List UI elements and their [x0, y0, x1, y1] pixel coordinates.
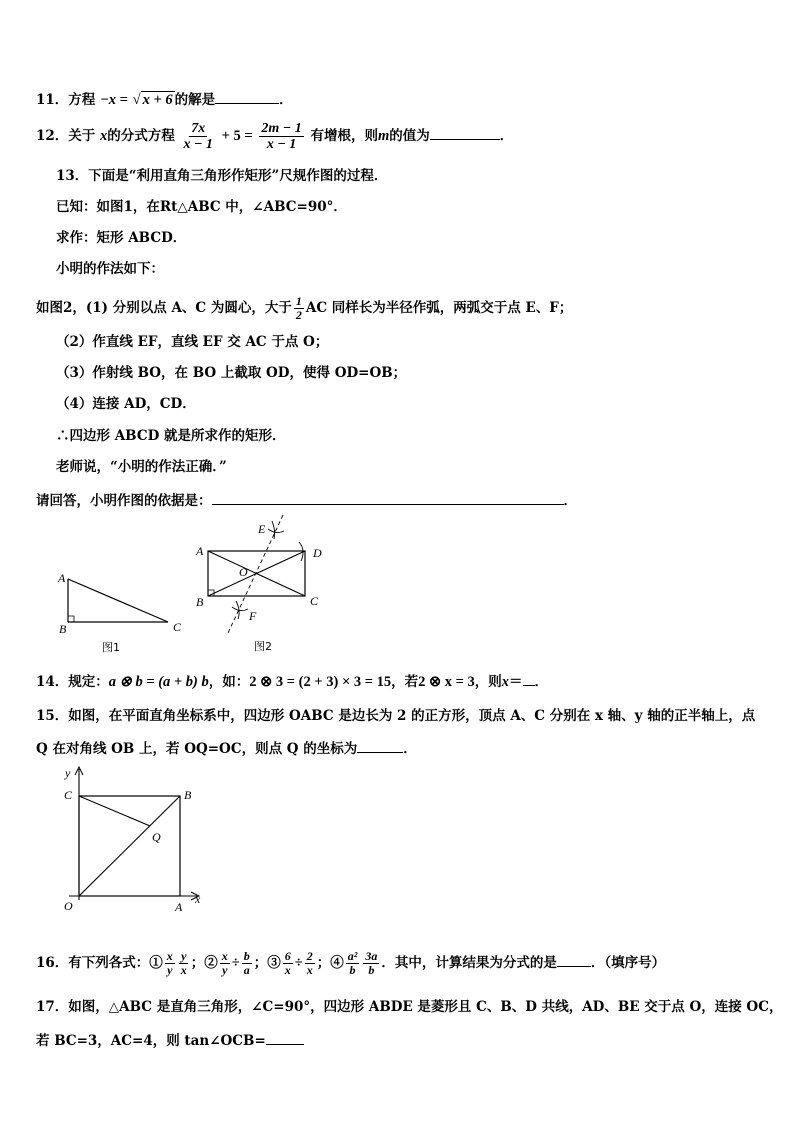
q16-op3: ÷: [294, 955, 303, 971]
q16-text: 有下列各式：: [68, 955, 150, 971]
q11-end: ．: [279, 92, 293, 108]
q14-definition: a ⊗ b = (a + b) b: [108, 674, 209, 690]
q11-sqrt-arg: x + 6: [142, 92, 173, 108]
q16-answer-blank[interactable]: [557, 952, 591, 967]
fig2-label-f: F: [249, 609, 257, 623]
q12-frac1-den: x − 1: [183, 137, 213, 152]
q14-text2: ，如：: [208, 674, 250, 690]
q13-half-den: 2: [295, 308, 302, 322]
q12-var: x: [100, 128, 108, 144]
q12-end: ．: [499, 128, 514, 144]
q14-number: 14．: [36, 674, 69, 690]
q13-method: 小明的作法如下：: [56, 261, 164, 277]
q17-line2: [36, 1030, 304, 1050]
q16-e1b-den: x: [180, 963, 187, 977]
fig2-arc-f1: [232, 607, 248, 611]
q15-line2: [36, 738, 417, 758]
q15-label-b: B: [184, 788, 192, 802]
q16-e4a-num: a²: [347, 949, 358, 963]
q13-answer-blank[interactable]: [212, 490, 564, 505]
fig1-label-b: B: [59, 622, 67, 636]
q16-circle-3: ③: [267, 955, 281, 971]
q16-e2b-num: b: [243, 949, 250, 963]
fig1-label-c: C: [173, 620, 182, 634]
q14-condition: 2 ⊗ x = 3: [418, 674, 475, 690]
q12-answer-blank[interactable]: [430, 125, 500, 140]
q12-after: 有增根，则: [310, 128, 378, 144]
q13-answer-end: ．: [563, 493, 577, 509]
fig1-right-angle-mark: [68, 616, 74, 622]
q11-answer-blank[interactable]: [215, 89, 279, 104]
q15-label-y: y: [65, 766, 71, 780]
q13-step1: [36, 295, 572, 322]
q13-step1-post: AC 同样长为半径作弧，两弧交于点 E、F；: [305, 300, 573, 316]
q13-step1-pre: 如图2，(1) 分别以点 A、C 为圆心，大于: [36, 300, 292, 316]
q16-tail2: ．（填序号）: [590, 955, 666, 971]
question-16: [36, 950, 665, 977]
q13-ask: 求作：矩形 ABCD．: [56, 230, 187, 246]
q13-step4: （4）连接 AD，CD．: [56, 396, 196, 412]
fig2-label-e: E: [258, 522, 266, 536]
q12-prefix: 关于: [68, 128, 96, 144]
fig1-label-a: A: [58, 571, 66, 585]
question-14: [36, 671, 548, 691]
q14-text4: ，则: [474, 674, 502, 690]
q16-e2a-num: x: [221, 949, 228, 963]
fig2-label-c: C: [310, 594, 319, 608]
q16-e3a-num: 6: [284, 949, 291, 963]
fig1-side-ac: [68, 579, 168, 622]
q13-conclusion: ∴四边形 ABCD 就是所求作的矩形．: [56, 428, 286, 444]
q16-number: 16．: [36, 955, 69, 971]
q16-e4b-den: b: [368, 963, 375, 977]
q15-answer-blank[interactable]: [357, 738, 403, 753]
q16-sep3: ；: [316, 955, 331, 971]
q17-line1: 17．如图，△ABC 是直角三角形，∠C=90°，四边形 ABDE 是菱形且 C、B、D 共线，AD、BE 交于点 O，连接 OC，: [36, 999, 783, 1015]
q16-e1a-num: x: [166, 949, 173, 963]
q13-answer-prompt: 请回答，小明作图的依据是：: [36, 493, 212, 509]
q13-figure-1: [50, 570, 200, 660]
question-11: 11．方程 −x = √ x + 6 的解是 ．: [36, 89, 293, 109]
q15-label-a: A: [175, 900, 183, 914]
q16-e4b-num: 3a: [365, 949, 378, 963]
q12-mid: 的分式方程: [107, 128, 175, 144]
q17-answer-blank[interactable]: [266, 1030, 304, 1045]
q15-figure: [55, 765, 215, 920]
q16-e2a-den: y: [222, 963, 228, 977]
q12-number: 12．: [36, 128, 69, 144]
fig2-caption: 图2: [254, 640, 272, 653]
q14-example: 2 ⊗ 3 = (2 + 3) × 3 = 15: [249, 674, 392, 690]
q13-known: 已知：如图1，在Rt△ABC 中，∠ABC=90°．: [56, 199, 347, 215]
fig2-label-d: D: [313, 546, 322, 560]
q14-eq-sign: ＝: [509, 674, 523, 690]
q15-line1: 15．如图，在平面直角坐标系中，四边形 OABC 是边长为 2 的正方形，顶点 A、C 分别在 x 轴、y 轴的正半轴上，点: [36, 708, 756, 724]
q11-equation-lhs: −x =: [100, 92, 128, 108]
fig2-label-b: B: [196, 595, 204, 609]
fig1-caption: 图1: [102, 641, 120, 654]
q16-e3a-den: x: [284, 963, 291, 977]
q12-frac2-den: x − 1: [266, 137, 297, 152]
q15-diagonal-ob: [79, 796, 180, 896]
q14-end: ．: [534, 674, 549, 690]
q16-op2: ÷: [231, 955, 240, 971]
q13-step3: （3）作射线 BO，在 BO 上截取 OD，使得 OD=OB；: [56, 365, 407, 381]
fig2-label-a: A: [196, 544, 204, 558]
q16-sep2: ；: [253, 955, 268, 971]
q15-label-x: x: [195, 892, 201, 906]
q14-text3: ，若: [391, 674, 419, 690]
q12-var2: m: [377, 128, 390, 144]
q14-text1: 规定：: [68, 674, 109, 690]
q16-e4a-den: b: [349, 963, 356, 977]
q13-step2: （2）作直线 EF，直线 EF 交 AC 于点 O；: [56, 334, 329, 350]
q11-suffix: 的解是: [174, 92, 216, 108]
q11-number: 11．: [36, 92, 69, 108]
q16-circle-4: ④: [330, 955, 344, 971]
question-12: [36, 121, 513, 152]
q16-e3b-den: x: [306, 963, 313, 977]
fig2-label-o: O: [239, 565, 248, 579]
q13-half-num: 1: [295, 294, 302, 308]
q13-figure-2: [190, 517, 340, 657]
q16-e2b-den: a: [243, 963, 250, 977]
q12-frac1-num: 7x: [191, 121, 206, 136]
q12-frac2-num: 2m − 1: [261, 121, 302, 136]
q12-after2: 的值为: [389, 128, 430, 144]
q11-prefix: 方程: [68, 92, 96, 108]
q12-plus: + 5 =: [221, 128, 253, 144]
q15-end: ．: [403, 741, 417, 757]
q17-line2-text: 若 BC=3，AC=4，则 tan∠OCB=: [36, 1033, 266, 1049]
q15-line2-text: Q 在对角线 OB 上，若 OQ=OC，则点 Q 的坐标为: [36, 741, 358, 757]
q15-label-q: Q: [152, 830, 161, 844]
q16-tail: ．其中，计算结果为分式的是: [381, 955, 557, 971]
q15-label-o: O: [64, 899, 73, 913]
q15-segment-cq: [79, 796, 150, 826]
q16-e1a-den: y: [167, 963, 173, 977]
q16-e1b-num: y: [181, 949, 187, 963]
q16-circle-2: ②: [204, 955, 218, 971]
q15-label-c: C: [64, 788, 73, 802]
q16-e3b-num: 2: [306, 949, 313, 963]
q13-answer: [36, 490, 577, 510]
q13-title: 13．下面是“利用直角三角形作矩形”尺规作图的过程．: [56, 168, 388, 184]
q16-circle-1: ①: [149, 955, 163, 971]
q14-answer-blank[interactable]: [523, 671, 535, 686]
q14-var: x: [501, 674, 510, 690]
q16-sep1: ；: [190, 955, 205, 971]
q13-teacher: 老师说，“小明的作法正确．”: [56, 459, 227, 475]
